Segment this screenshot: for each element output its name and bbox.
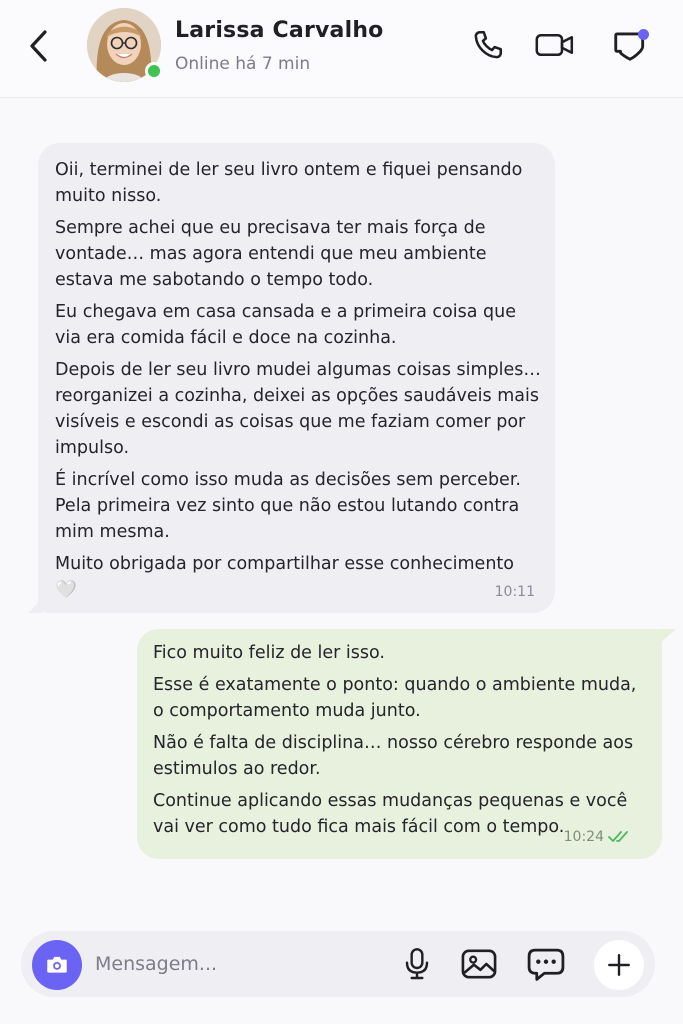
message-input[interactable]	[95, 945, 385, 983]
voice-call-button[interactable]	[467, 24, 509, 66]
incoming-message[interactable]	[38, 143, 555, 613]
message-time	[495, 579, 535, 605]
message-text: Sempre achei que eu precisava ter mais força de vontade… mas agora entendi que meu ambiente estava me sabotando o tempo todo.	[55, 218, 487, 290]
video-camera-icon	[534, 27, 576, 63]
message-text: Fico muito feliz de ler isso.	[153, 643, 385, 663]
contact-name: Larissa Carvalho	[175, 18, 384, 43]
back-arrow-icon	[28, 29, 50, 63]
quick-replies-button[interactable]	[525, 943, 567, 985]
message-composer	[21, 931, 655, 997]
double-check-icon	[608, 830, 632, 844]
attach-button[interactable]	[594, 940, 644, 990]
message-text: Muito obrigada por compartilhar esse conhecimento 🤍	[55, 554, 514, 600]
online-indicator	[145, 62, 163, 80]
contact-status: Online há 7 min	[175, 54, 311, 74]
phone-icon	[470, 27, 506, 63]
message-time	[564, 824, 632, 850]
voice-message-button[interactable]	[396, 943, 438, 985]
microphone-icon	[401, 946, 433, 982]
message-text: Não é falta de disciplina… nosso cérebro responde aos estimulos ao redor.	[153, 733, 634, 779]
camera-icon	[44, 952, 70, 978]
time-label: 10:24	[563, 829, 604, 845]
gallery-button[interactable]	[458, 943, 500, 985]
message-text: Depois de ler seu livro mudei algumas coisas simples… reorganizei a cozinha, deixei as opções saudáveis mais visíveis e escondi as coisas que me faziam comer por impulso.	[55, 360, 541, 458]
bubble-tail	[658, 629, 676, 645]
outgoing-message[interactable]	[137, 629, 662, 859]
image-icon	[460, 946, 498, 982]
message-text: Eu chegava em casa cansada e a primeira coisa que via era comida fácil e doce na cozinha.	[55, 302, 516, 348]
favorite-chat-button[interactable]	[609, 24, 651, 66]
notification-dot	[638, 29, 649, 40]
contact-avatar[interactable]	[87, 8, 163, 84]
chat-header	[0, 0, 683, 98]
plus-icon	[606, 952, 632, 978]
camera-button[interactable]	[32, 940, 82, 990]
bubble-tail	[28, 599, 42, 613]
message-text: Oii, terminei de ler seu livro ontem e fiquei pensando muito nisso.	[55, 160, 523, 206]
video-call-button[interactable]	[534, 24, 576, 66]
time-label: 10:11	[494, 584, 535, 600]
message-text: Esse é exatamente o ponto: quando o ambiente muda, o comportamento muda junto.	[153, 675, 637, 721]
chat-bubble-icon	[526, 945, 566, 983]
message-text: É incrível como isso muda as decisões sem perceber. Pela primeira vez sinto que não estou lutando contra mim mesma.	[55, 470, 521, 542]
back-button[interactable]	[22, 28, 56, 64]
message-text: Continue aplicando essas mudanças pequenas e você vai ver como tudo fica mais fácil com o tempo.	[153, 791, 628, 837]
